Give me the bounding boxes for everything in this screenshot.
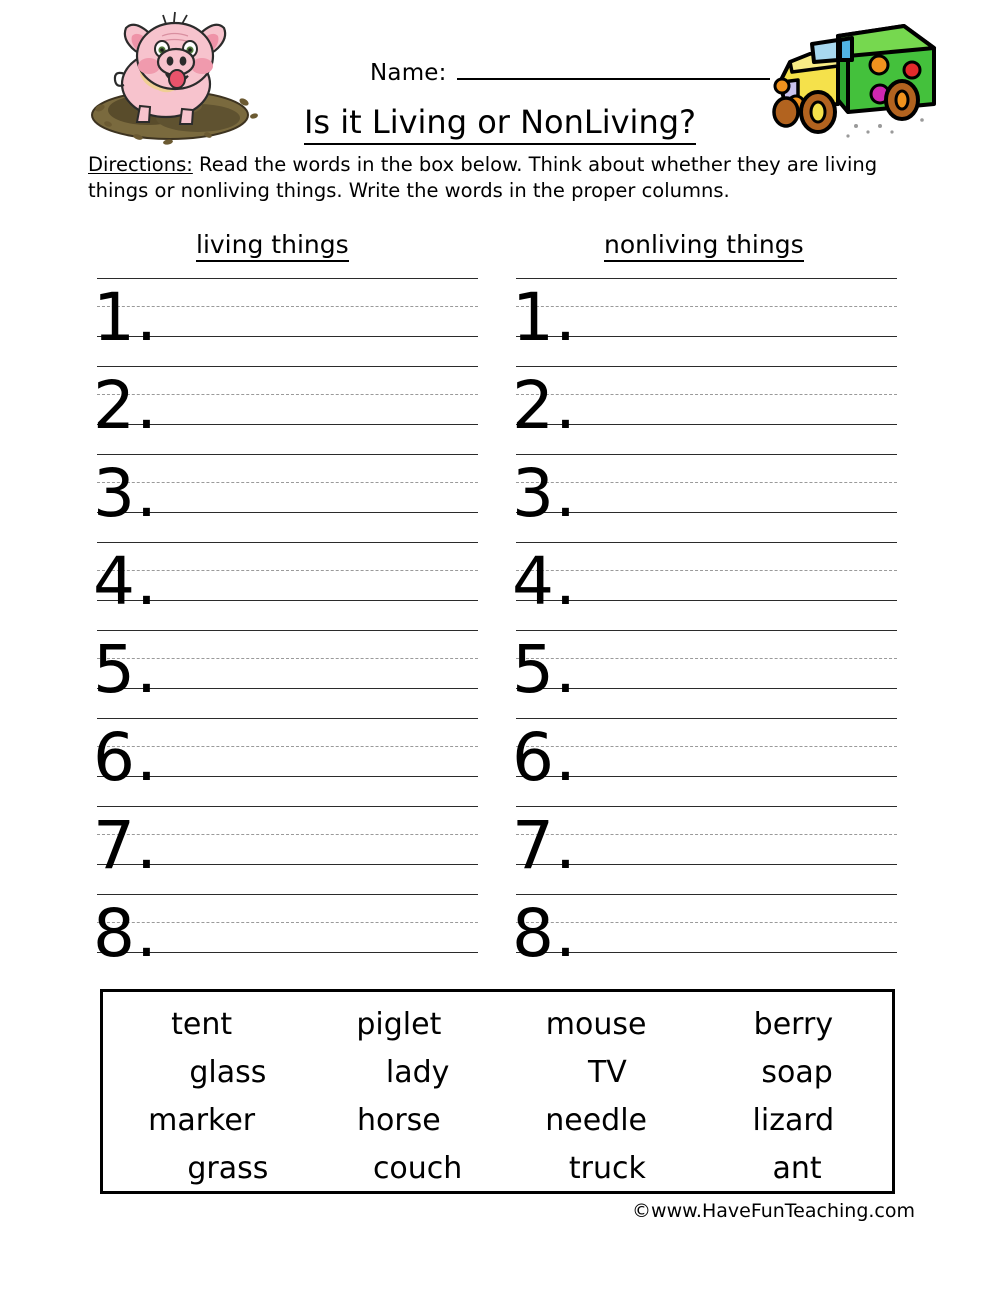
answer-line-group[interactable] bbox=[93, 454, 478, 532]
line-number: 3. bbox=[93, 455, 158, 532]
word-bank-word[interactable]: mouse bbox=[545, 1006, 647, 1042]
column-heading-living bbox=[196, 230, 349, 259]
directions-label: Directions: bbox=[88, 153, 193, 176]
name-row bbox=[370, 58, 770, 92]
line-number: 2. bbox=[512, 367, 577, 444]
word-bank-row bbox=[103, 1096, 892, 1144]
name-label: Name: bbox=[370, 60, 447, 86]
answer-line-group[interactable] bbox=[93, 542, 478, 620]
page-title bbox=[0, 103, 1000, 141]
line-number: 3. bbox=[512, 455, 577, 532]
answer-column-nonliving bbox=[512, 278, 897, 982]
word-bank-row bbox=[103, 1144, 892, 1192]
word-bank-word[interactable]: tent bbox=[171, 1006, 233, 1042]
answer-line-group[interactable] bbox=[93, 366, 478, 444]
answer-line-group[interactable] bbox=[512, 718, 897, 796]
answer-lines-area bbox=[0, 278, 1000, 972]
word-bank-word[interactable]: couch bbox=[372, 1150, 463, 1186]
directions-block bbox=[88, 152, 888, 204]
word-bank-word[interactable]: berry bbox=[753, 1006, 834, 1042]
line-number: 6. bbox=[93, 719, 158, 796]
word-bank-word[interactable]: glass bbox=[189, 1054, 267, 1090]
answer-line-group[interactable] bbox=[512, 806, 897, 884]
word-bank-word[interactable]: horse bbox=[356, 1102, 441, 1138]
word-bank-word[interactable]: ant bbox=[772, 1150, 822, 1186]
line-number: 4. bbox=[93, 543, 158, 620]
answer-line-group[interactable] bbox=[512, 278, 897, 356]
answer-column-living bbox=[93, 278, 478, 982]
page-title-text: Is it Living or NonLiving? bbox=[304, 103, 696, 145]
answer-line-group[interactable] bbox=[93, 894, 478, 972]
line-number: 5. bbox=[512, 631, 577, 708]
name-input-blank[interactable] bbox=[457, 58, 770, 80]
word-bank-word[interactable]: piglet bbox=[356, 1006, 442, 1042]
line-number: 2. bbox=[93, 367, 158, 444]
answer-line-group[interactable] bbox=[512, 542, 897, 620]
footer-credit[interactable]: ©www.HaveFunTeaching.com bbox=[632, 1200, 915, 1222]
line-number: 1. bbox=[512, 279, 577, 356]
line-number: 8. bbox=[512, 895, 577, 972]
answer-line-group[interactable] bbox=[512, 630, 897, 708]
word-bank-word[interactable]: truck bbox=[568, 1150, 646, 1186]
word-bank-row bbox=[103, 1048, 892, 1096]
answer-line-group[interactable] bbox=[512, 894, 897, 972]
answer-line-group[interactable] bbox=[93, 806, 478, 884]
column-heading-nonliving-text: nonliving things bbox=[604, 230, 804, 262]
answer-line-group[interactable] bbox=[93, 630, 478, 708]
answer-line-group[interactable] bbox=[512, 366, 897, 444]
line-number: 8. bbox=[93, 895, 158, 972]
line-number: 7. bbox=[512, 807, 577, 884]
column-heading-living-text: living things bbox=[196, 230, 349, 262]
word-bank-word[interactable]: TV bbox=[587, 1054, 627, 1090]
line-number: 4. bbox=[512, 543, 577, 620]
column-heading-nonliving bbox=[604, 230, 804, 259]
line-number: 7. bbox=[93, 807, 158, 884]
word-bank-word[interactable]: marker bbox=[148, 1102, 256, 1138]
column-headings bbox=[0, 230, 1000, 268]
answer-line-group[interactable] bbox=[512, 454, 897, 532]
line-number: 6. bbox=[512, 719, 577, 796]
word-bank-row bbox=[103, 1000, 892, 1048]
directions-text: Read the words in the box below. Think about whether they are living things or nonliving things. Write the words in the proper columns. bbox=[88, 153, 878, 202]
answer-line-group[interactable] bbox=[93, 718, 478, 796]
word-bank-word[interactable]: grass bbox=[187, 1150, 269, 1186]
word-bank-word[interactable]: needle bbox=[545, 1102, 647, 1138]
worksheet-header bbox=[0, 0, 1000, 150]
word-bank-box bbox=[100, 989, 895, 1194]
word-bank-word[interactable]: soap bbox=[761, 1054, 833, 1090]
word-bank-word[interactable]: lizard bbox=[752, 1102, 835, 1138]
line-number: 5. bbox=[93, 631, 158, 708]
line-number: 1. bbox=[93, 279, 158, 356]
answer-line-group[interactable] bbox=[93, 278, 478, 356]
word-bank-word[interactable]: lady bbox=[385, 1054, 450, 1090]
